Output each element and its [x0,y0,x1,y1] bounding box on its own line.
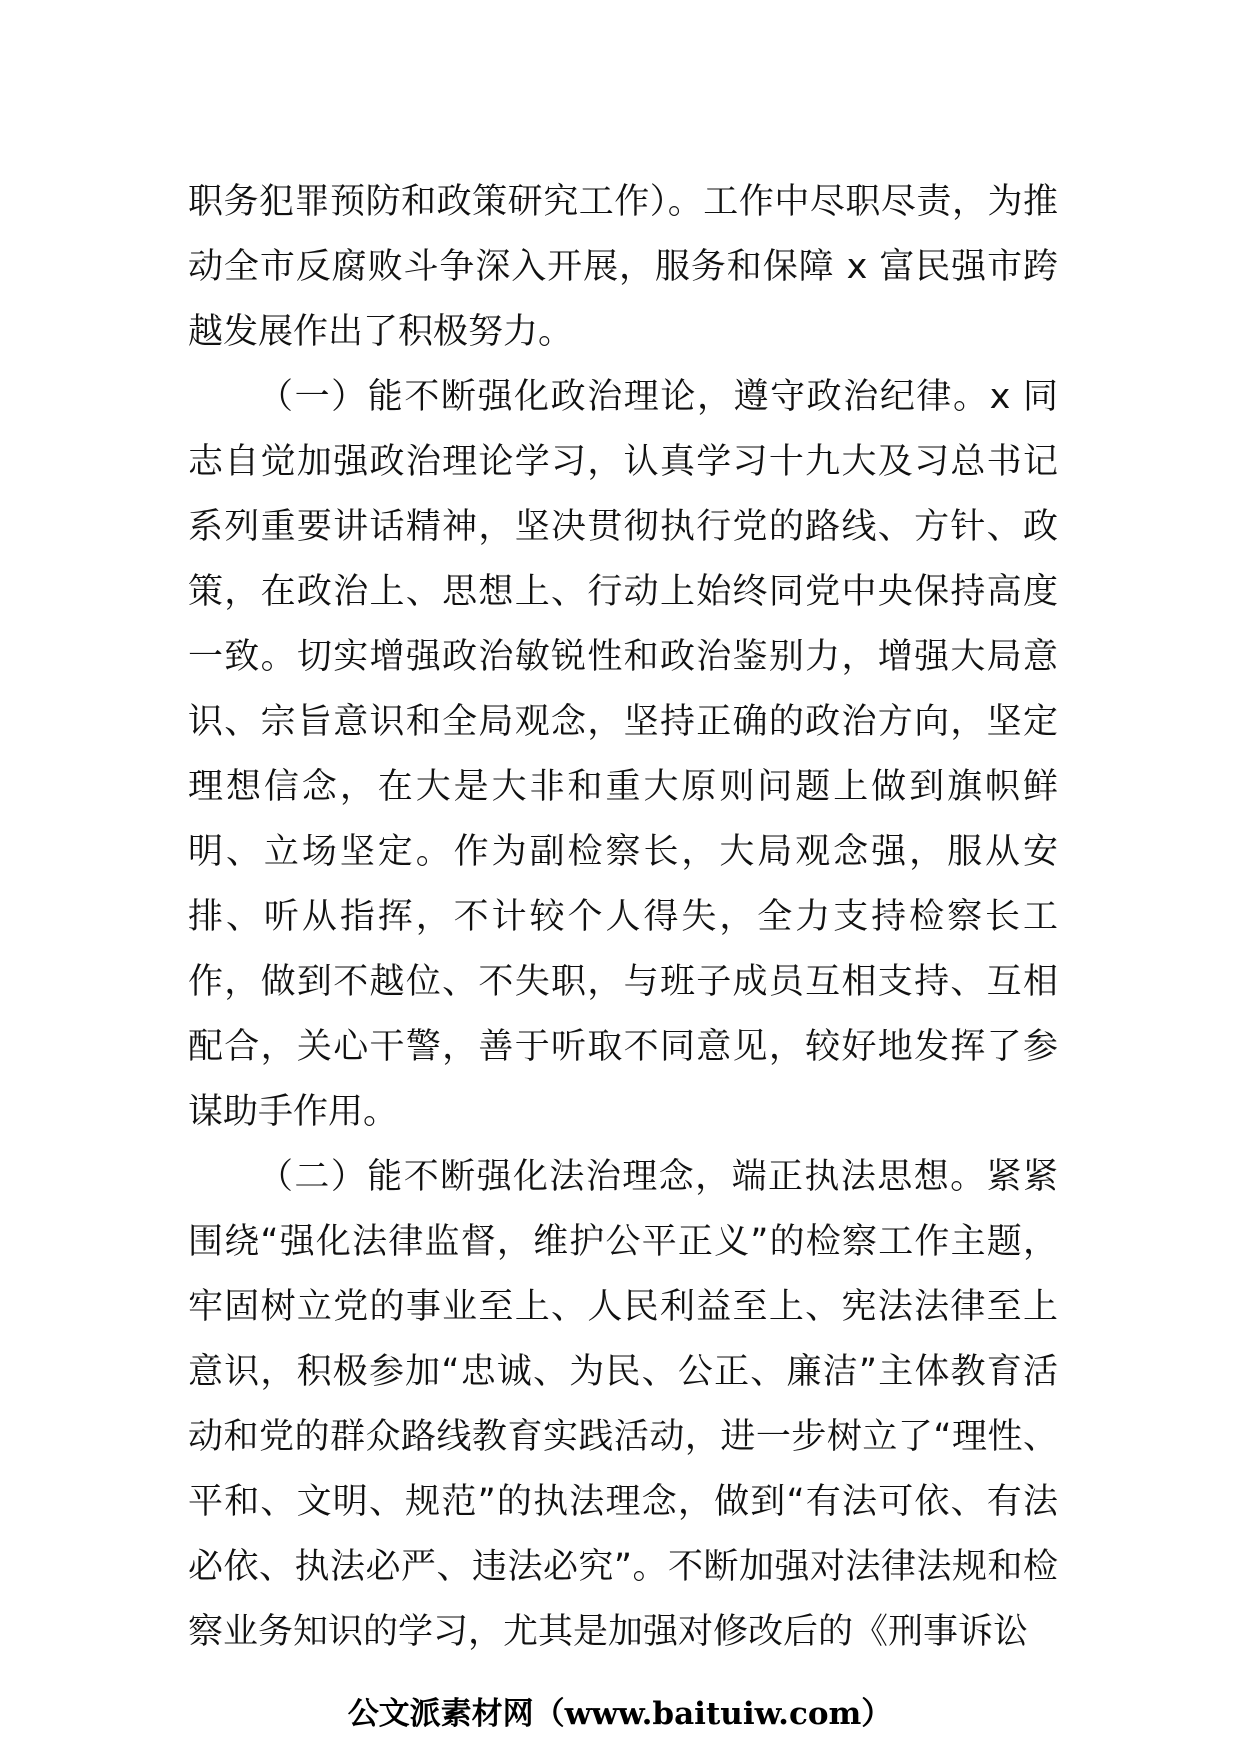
paragraph-political-theory: （一）能不断强化政治理论，遵守政治纪律。x 同志自觉加强政治理论学习，认真学习十九大及习总书记系列重要讲话精神，坚决贯彻执行党的路线、方针、政策，在政治上、思想上、行动上始终同党中央保持高度一致。切实增强政治敏锐性和政治鉴别力，增强大局意识、宗旨意识和全局观念，坚持正确的政治方向，坚定理想信念，在大是大非和重大原则问题上做到旗帜鲜明、立场坚定。作为副检察长，大局观念强，服从安排、听从指挥，不计较个人得失，全力支持检察长工作，做到不越位、不失职，与班子成员互相支持、互相配合，关心干警，善于听取不同意见，较好地发挥了参谋助手作用。 [188,377,1058,1132]
document-body [188,170,1058,1665]
paragraph-rule-of-law: （二）能不断强化法治理念，端正执法思想。紧紧围绕“强化法律监督，维护公平正义”的检察工作主题，牢固树立党的事业至上、人民利益至上、宪法法律至上意识，积极参加“忠诚、为民、公正、廉洁”主体教育活动和党的群众路线教育实践活动，进一步树立了“理性、平和、文明、规范”的执法理念，做到“有法可依、有法必依、执法必严、违法必究”。不断加强对法律法规和检察业务知识的学习，尤其是加强对修改后的《刑事诉讼 [188,1157,1058,1652]
footer-watermark: 公文派素材网（www.baituiw.com） [347,1696,893,1732]
paragraph-intro-continued: 职务犯罪预防和政策研究工作）。工作中尽职尽责，为推动全市反腐败斗争深入开展，服务和保障 x 富民强市跨越发展作出了积极努力。 [188,182,1058,352]
